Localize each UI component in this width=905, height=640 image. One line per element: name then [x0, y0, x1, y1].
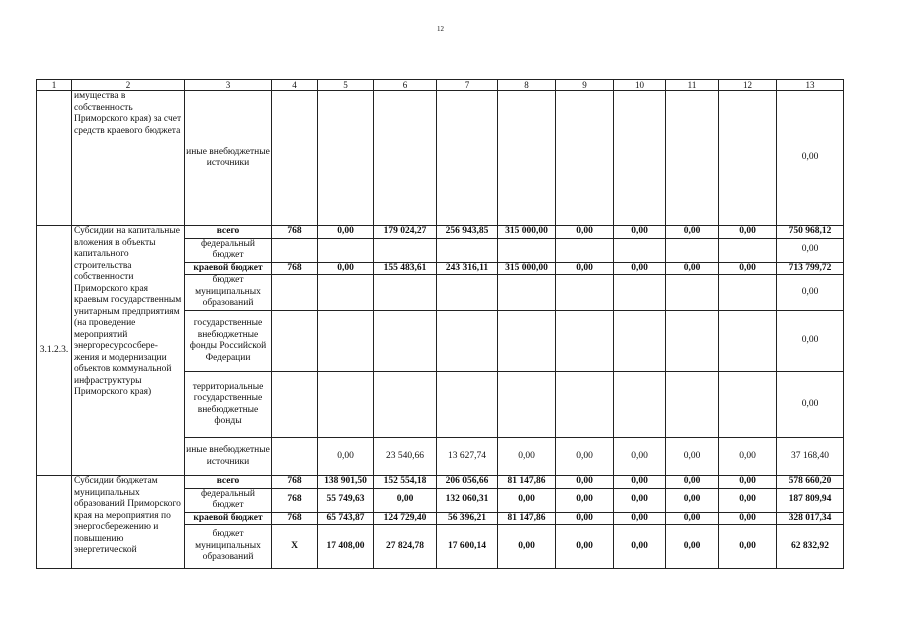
value-cell: 155 483,61: [374, 262, 437, 275]
value-cell: [556, 275, 614, 311]
code-cell: [37, 476, 72, 569]
value-cell: [498, 311, 556, 372]
value-cell: [498, 372, 556, 438]
value-cell: 315 000,00: [498, 262, 556, 275]
code-cell: [37, 91, 72, 226]
source-cell: бюджет муниципальных образований: [185, 525, 272, 569]
value-cell: 0,00: [556, 226, 614, 239]
value-cell: [614, 372, 666, 438]
value-cell: 713 799,72: [777, 262, 844, 275]
value-cell: 62 832,92: [777, 525, 844, 569]
value-cell: 37 168,40: [777, 438, 844, 476]
value-cell: 0,00: [719, 488, 777, 512]
value-cell: 0,00: [777, 91, 844, 226]
value-cell: 0,00: [777, 372, 844, 438]
value-cell: [437, 275, 498, 311]
value-cell: [719, 238, 777, 262]
value-cell: [498, 275, 556, 311]
value-cell: [272, 438, 318, 476]
value-cell: 0,00: [556, 488, 614, 512]
value-cell: 0,00: [719, 226, 777, 239]
value-cell: 13 627,74: [437, 438, 498, 476]
value-cell: 0,00: [614, 262, 666, 275]
value-cell: [498, 91, 556, 226]
value-cell: 768: [272, 512, 318, 525]
value-cell: 0,00: [719, 525, 777, 569]
value-cell: 0,00: [777, 311, 844, 372]
value-cell: 256 943,85: [437, 226, 498, 239]
value-cell: 0,00: [666, 262, 719, 275]
value-cell: [498, 238, 556, 262]
value-cell: [556, 91, 614, 226]
value-cell: 0,00: [498, 488, 556, 512]
value-cell: 0,00: [666, 438, 719, 476]
value-cell: 152 554,18: [374, 476, 437, 489]
value-cell: [719, 311, 777, 372]
value-cell: 124 729,40: [374, 512, 437, 525]
value-cell: 0,00: [614, 525, 666, 569]
value-cell: [272, 372, 318, 438]
value-cell: [614, 91, 666, 226]
value-cell: 768: [272, 488, 318, 512]
value-cell: [556, 311, 614, 372]
value-cell: 0,00: [666, 488, 719, 512]
value-cell: [318, 238, 374, 262]
value-cell: 328 017,34: [777, 512, 844, 525]
header-cell: 3: [185, 80, 272, 91]
value-cell: [374, 238, 437, 262]
header-cell: 13: [777, 80, 844, 91]
value-cell: [374, 372, 437, 438]
header-cell: 1: [37, 80, 72, 91]
value-cell: [374, 275, 437, 311]
program-finance-table: [36, 79, 844, 569]
header-cell: 8: [498, 80, 556, 91]
value-cell: 0,00: [498, 438, 556, 476]
value-cell: [614, 311, 666, 372]
value-cell: 0,00: [498, 525, 556, 569]
value-cell: [719, 91, 777, 226]
value-cell: [719, 372, 777, 438]
value-cell: 17 600,14: [437, 525, 498, 569]
value-cell: [556, 238, 614, 262]
value-cell: [719, 275, 777, 311]
value-cell: 0,00: [666, 476, 719, 489]
value-cell: 0,00: [556, 262, 614, 275]
value-cell: 56 396,21: [437, 512, 498, 525]
header-cell: 2: [72, 80, 185, 91]
value-cell: 0,00: [666, 226, 719, 239]
value-cell: 750 968,12: [777, 226, 844, 239]
value-cell: [437, 372, 498, 438]
value-cell: 0,00: [556, 438, 614, 476]
value-cell: 55 749,63: [318, 488, 374, 512]
table-row: [37, 226, 844, 239]
value-cell: 187 809,94: [777, 488, 844, 512]
header-cell: 6: [374, 80, 437, 91]
value-cell: 206 056,66: [437, 476, 498, 489]
value-cell: 0,00: [614, 512, 666, 525]
header-cell: 4: [272, 80, 318, 91]
value-cell: 768: [272, 262, 318, 275]
measure-name: Субсидии на капитальные вложения в объекты капитального строительства собственности Приморского края краевым государственным унитарным предприятиям (на проведение мероприятий энергоресурсосбере-жения и модернизации объектов коммунальной инфраструктуры Приморского края): [72, 226, 185, 476]
value-cell: [318, 372, 374, 438]
code-cell: 3.1.2.3.: [37, 226, 72, 476]
measure-name: имущества в собственность Приморского края) за счет средств краевого бюджета: [72, 91, 185, 226]
value-cell: 0,00: [318, 262, 374, 275]
value-cell: 0,00: [666, 525, 719, 569]
value-cell: 0,00: [777, 238, 844, 262]
value-cell: 0,00: [556, 476, 614, 489]
source-cell: краевой бюджет: [185, 512, 272, 525]
source-cell: территориальные государственные внебюджетные фонды: [185, 372, 272, 438]
header-cell: 5: [318, 80, 374, 91]
value-cell: 27 824,78: [374, 525, 437, 569]
value-cell: 0,00: [318, 438, 374, 476]
value-cell: 0,00: [614, 438, 666, 476]
value-cell: 65 743,87: [318, 512, 374, 525]
source-cell: иные внебюджетные источники: [185, 91, 272, 226]
value-cell: 179 024,27: [374, 226, 437, 239]
value-cell: 0,00: [777, 275, 844, 311]
value-cell: [318, 275, 374, 311]
header-cell: 7: [437, 80, 498, 91]
source-cell: всего: [185, 476, 272, 489]
table-row: [37, 91, 844, 226]
value-cell: 138 901,50: [318, 476, 374, 489]
value-cell: 0,00: [666, 512, 719, 525]
value-cell: 0,00: [719, 476, 777, 489]
value-cell: [374, 311, 437, 372]
table-row: [37, 476, 844, 489]
value-cell: 0,00: [614, 226, 666, 239]
value-cell: 768: [272, 476, 318, 489]
value-cell: 578 660,20: [777, 476, 844, 489]
value-cell: [666, 311, 719, 372]
value-cell: [437, 311, 498, 372]
value-cell: [437, 238, 498, 262]
header-row: [37, 80, 844, 91]
source-cell: федеральный бюджет: [185, 238, 272, 262]
measure-name: Субсидии бюджетам муниципальных образований Приморского края на мероприятия по энергосбережению и повышению энергетической: [72, 476, 185, 569]
source-cell: государственные внебюджетные фонды Российской Федерации: [185, 311, 272, 372]
value-cell: 23 540,66: [374, 438, 437, 476]
value-cell: [556, 372, 614, 438]
value-cell: 0,00: [614, 488, 666, 512]
source-cell: всего: [185, 226, 272, 239]
value-cell: 132 060,31: [437, 488, 498, 512]
value-cell: 0,00: [719, 438, 777, 476]
value-cell: X: [272, 525, 318, 569]
value-cell: 81 147,86: [498, 512, 556, 525]
value-cell: [666, 372, 719, 438]
value-cell: 0,00: [374, 488, 437, 512]
value-cell: 81 147,86: [498, 476, 556, 489]
header-cell: 10: [614, 80, 666, 91]
value-cell: 0,00: [556, 525, 614, 569]
value-cell: [318, 311, 374, 372]
source-cell: федеральный бюджет: [185, 488, 272, 512]
value-cell: 0,00: [719, 262, 777, 275]
value-cell: [272, 275, 318, 311]
page-number: 12: [437, 25, 444, 33]
value-cell: [437, 91, 498, 226]
value-cell: 0,00: [719, 512, 777, 525]
source-cell: бюджет муниципальных образований: [185, 275, 272, 311]
value-cell: [614, 275, 666, 311]
value-cell: [374, 91, 437, 226]
value-cell: 315 000,00: [498, 226, 556, 239]
source-cell: краевой бюджет: [185, 262, 272, 275]
source-cell: иные внебюджетные источники: [185, 438, 272, 476]
value-cell: [666, 91, 719, 226]
value-cell: 0,00: [556, 512, 614, 525]
header-cell: 9: [556, 80, 614, 91]
value-cell: [272, 311, 318, 372]
value-cell: [318, 91, 374, 226]
value-cell: 768: [272, 226, 318, 239]
value-cell: [614, 238, 666, 262]
value-cell: [666, 275, 719, 311]
value-cell: [272, 238, 318, 262]
value-cell: [272, 91, 318, 226]
value-cell: 0,00: [318, 226, 374, 239]
header-cell: 12: [719, 80, 777, 91]
value-cell: 17 408,00: [318, 525, 374, 569]
header-cell: 11: [666, 80, 719, 91]
value-cell: 0,00: [614, 476, 666, 489]
value-cell: 243 316,11: [437, 262, 498, 275]
value-cell: [666, 238, 719, 262]
